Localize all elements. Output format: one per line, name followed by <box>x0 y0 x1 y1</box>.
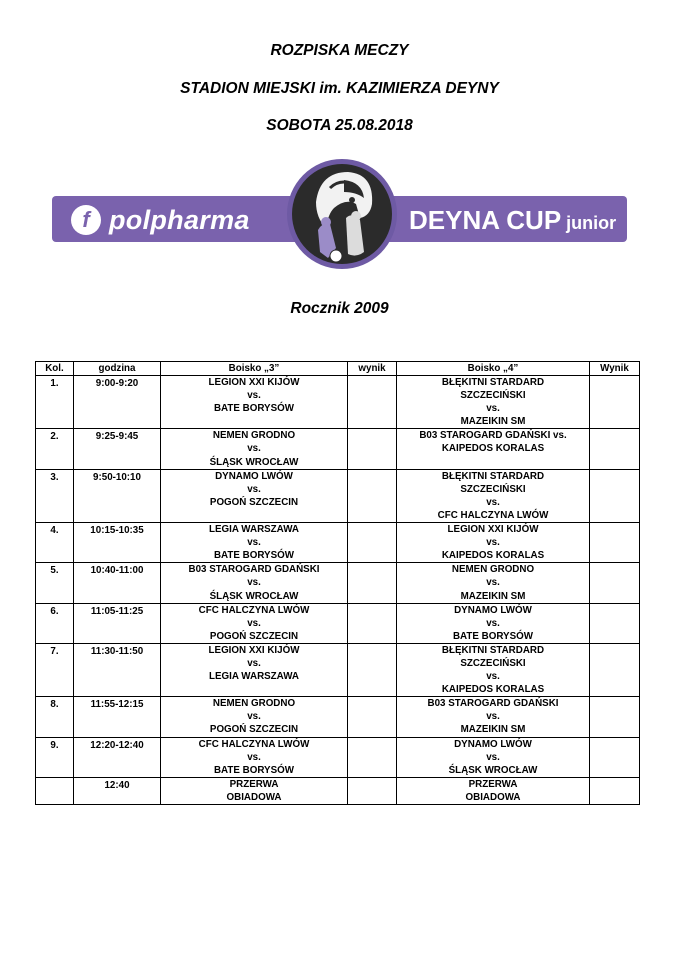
pitch-3-score <box>348 777 397 804</box>
team-line: vs. <box>247 443 261 455</box>
team-line: KAIPEDOS KORALAS <box>441 550 545 562</box>
team-line: vs. <box>486 751 500 763</box>
table-row <box>36 737 640 777</box>
header-godzina: godzina <box>74 362 161 376</box>
header-boisko-4: Boisko „4” <box>397 362 590 376</box>
team-line: BŁĘKITNI STARDARD <box>441 644 545 656</box>
pitch-4-score <box>590 603 640 643</box>
table-row <box>36 523 640 563</box>
round-number: 1. <box>36 376 74 429</box>
team-line: BATE BORYSÓW <box>452 630 533 642</box>
pitch-4-match <box>397 777 590 804</box>
round-number: 3. <box>36 469 74 522</box>
team-line: LEGIA WARSZAWA <box>209 524 299 536</box>
table-row <box>36 697 640 737</box>
match-schedule-table <box>35 361 640 805</box>
title-line-1: ROZPISKA MECZY <box>270 42 409 59</box>
team-line: ŚLĄSK WROCŁAW <box>448 764 538 776</box>
pitch-3-match <box>161 777 348 804</box>
pitch-4-match <box>397 643 590 696</box>
title-line-2: STADION MIEJSKI im. KAZIMIERZA DEYNY <box>180 80 499 97</box>
pitch-3-match <box>161 429 348 469</box>
pitch-3-score <box>348 697 397 737</box>
team-line: OBIADOWA <box>226 791 282 803</box>
pitch-3-score <box>348 523 397 563</box>
team-line: SZCZECIŃSKI <box>460 390 526 402</box>
table-row <box>36 603 640 643</box>
pitch-4-score <box>590 523 640 563</box>
team-line: MAZEIKIN SM <box>460 724 526 736</box>
team-line: BATE BORYSÓW <box>213 764 294 776</box>
team-line: POGOŃ SZCZECIN <box>209 630 299 642</box>
pitch-4-score <box>590 777 640 804</box>
round-number: 9. <box>36 737 74 777</box>
header-boisko-3: Boisko „3” <box>161 362 348 376</box>
header-wynik-3: wynik <box>348 362 397 376</box>
match-time: 10:15-10:35 <box>74 523 161 563</box>
table-row <box>36 376 640 429</box>
match-time: 11:30-11:50 <box>74 643 161 696</box>
title-line-3: SOBOTA 25.08.2018 <box>266 117 413 134</box>
pitch-4-score <box>590 469 640 522</box>
pitch-3-match <box>161 469 348 522</box>
polpharma-logo <box>71 203 250 237</box>
team-line: vs. <box>486 617 500 629</box>
team-line: SZCZECIŃSKI <box>460 483 526 495</box>
deyna-emblem-icon <box>286 158 398 270</box>
team-line: CFC HALCZYNA LWÓW <box>198 738 310 750</box>
table-row <box>36 777 640 804</box>
pitch-4-score <box>590 563 640 603</box>
team-line: SZCZECIŃSKI <box>460 657 526 669</box>
team-line: OBIADOWA <box>465 791 521 803</box>
pitch-4-score <box>590 429 640 469</box>
team-line: B03 STAROGARD GDAŃSKI vs. <box>419 430 567 442</box>
team-line: LEGIA WARSZAWA <box>209 671 299 683</box>
tournament-banner <box>52 155 632 273</box>
match-time: 9:50-10:10 <box>74 469 161 522</box>
team-line: vs. <box>247 537 261 549</box>
round-number: 5. <box>36 563 74 603</box>
header-wynik-4: Wynik <box>590 362 640 376</box>
team-line: NEMEN GRODNO <box>212 698 296 710</box>
pitch-3-match <box>161 376 348 429</box>
team-line: vs. <box>247 711 261 723</box>
team-line: BATE BORYSÓW <box>213 403 294 415</box>
team-line: B03 STAROGARD GDAŃSKI <box>188 564 320 576</box>
match-time: 9:25-9:45 <box>74 429 161 469</box>
cup-title <box>409 203 616 237</box>
team-line: LEGION XXI KIJÓW <box>208 377 300 388</box>
team-line: KAIPEDOS KORALAS <box>441 443 545 455</box>
match-time: 9:00-9:20 <box>74 376 161 429</box>
team-line: KAIPEDOS KORALAS <box>441 684 545 696</box>
team-line: BATE BORYSÓW <box>213 550 294 562</box>
pitch-3-match <box>161 563 348 603</box>
team-line: BŁĘKITNI STARDARD <box>441 377 545 388</box>
pitch-4-match <box>397 376 590 429</box>
age-group-title: Rocznik 2009 <box>290 300 389 317</box>
team-line: PRZERWA <box>229 778 279 790</box>
match-time: 10:40-11:00 <box>74 563 161 603</box>
team-line: LEGION XXI KIJÓW <box>447 524 539 536</box>
team-line: DYNAMO LWÓW <box>215 470 293 482</box>
team-line: LEGION XXI KIJÓW <box>208 644 300 656</box>
round-number: 2. <box>36 429 74 469</box>
pitch-4-match <box>397 429 590 469</box>
pitch-3-score <box>348 603 397 643</box>
header-kol: Kol. <box>36 362 74 376</box>
pitch-3-score <box>348 469 397 522</box>
brand-name: polpharma <box>109 204 250 235</box>
team-line: vs. <box>247 617 261 629</box>
team-line: NEMEN GRODNO <box>212 430 296 442</box>
cup-title-sub: junior <box>566 213 617 233</box>
team-line: vs. <box>486 671 500 683</box>
pitch-3-score <box>348 643 397 696</box>
team-line: vs. <box>247 390 261 402</box>
team-line: vs. <box>486 537 500 549</box>
match-time: 11:05-11:25 <box>74 603 161 643</box>
pitch-3-match <box>161 697 348 737</box>
pitch-3-match <box>161 603 348 643</box>
polpharma-mark-icon: f <box>71 205 101 235</box>
pitch-4-score <box>590 697 640 737</box>
pitch-3-score <box>348 429 397 469</box>
pitch-4-match <box>397 603 590 643</box>
pitch-4-match <box>397 697 590 737</box>
team-line: PRZERWA <box>468 778 518 790</box>
team-line: vs. <box>486 496 500 508</box>
team-line: CFC HALCZYNA LWÓW <box>437 509 549 521</box>
round-number: 7. <box>36 643 74 696</box>
round-number <box>36 777 74 804</box>
team-line: B03 STAROGARD GDAŃSKI <box>427 698 559 710</box>
team-line: POGOŃ SZCZECIN <box>209 724 299 736</box>
team-line: ŚLĄSK WROCŁAW <box>209 456 299 468</box>
pitch-3-match <box>161 737 348 777</box>
table-header-row <box>36 362 640 376</box>
pitch-4-score <box>590 376 640 429</box>
table-row <box>36 429 640 469</box>
cup-title-main: DEYNA CUP <box>409 205 562 235</box>
table-row <box>36 469 640 522</box>
team-line: NEMEN GRODNO <box>451 564 535 576</box>
pitch-4-match <box>397 563 590 603</box>
match-time: 12:20-12:40 <box>74 737 161 777</box>
team-line: MAZEIKIN SM <box>460 416 526 428</box>
team-line: ŚLĄSK WROCŁAW <box>209 590 299 602</box>
match-time: 12:40 <box>74 777 161 804</box>
team-line: BŁĘKITNI STARDARD <box>441 470 545 482</box>
team-line: vs. <box>247 577 261 589</box>
team-line: vs. <box>486 403 500 415</box>
pitch-3-score <box>348 563 397 603</box>
pitch-4-match <box>397 523 590 563</box>
team-line: CFC HALCZYNA LWÓW <box>198 604 310 616</box>
team-line: vs. <box>486 577 500 589</box>
team-line: vs. <box>486 711 500 723</box>
pitch-3-score <box>348 737 397 777</box>
pitch-3-score <box>348 376 397 429</box>
pitch-4-match <box>397 469 590 522</box>
pitch-4-score <box>590 737 640 777</box>
pitch-4-score <box>590 643 640 696</box>
pitch-3-match <box>161 523 348 563</box>
round-number: 8. <box>36 697 74 737</box>
round-number: 4. <box>36 523 74 563</box>
team-line: POGOŃ SZCZECIN <box>209 496 299 508</box>
match-time: 11:55-12:15 <box>74 697 161 737</box>
pitch-4-match <box>397 737 590 777</box>
team-line: vs. <box>247 751 261 763</box>
round-number: 6. <box>36 603 74 643</box>
table-row <box>36 643 640 696</box>
team-line: vs. <box>247 483 261 495</box>
team-line: vs. <box>247 657 261 669</box>
pitch-3-match <box>161 643 348 696</box>
team-line: DYNAMO LWÓW <box>454 738 532 750</box>
table-row <box>36 563 640 603</box>
team-line: DYNAMO LWÓW <box>454 604 532 616</box>
team-line: MAZEIKIN SM <box>460 590 526 602</box>
